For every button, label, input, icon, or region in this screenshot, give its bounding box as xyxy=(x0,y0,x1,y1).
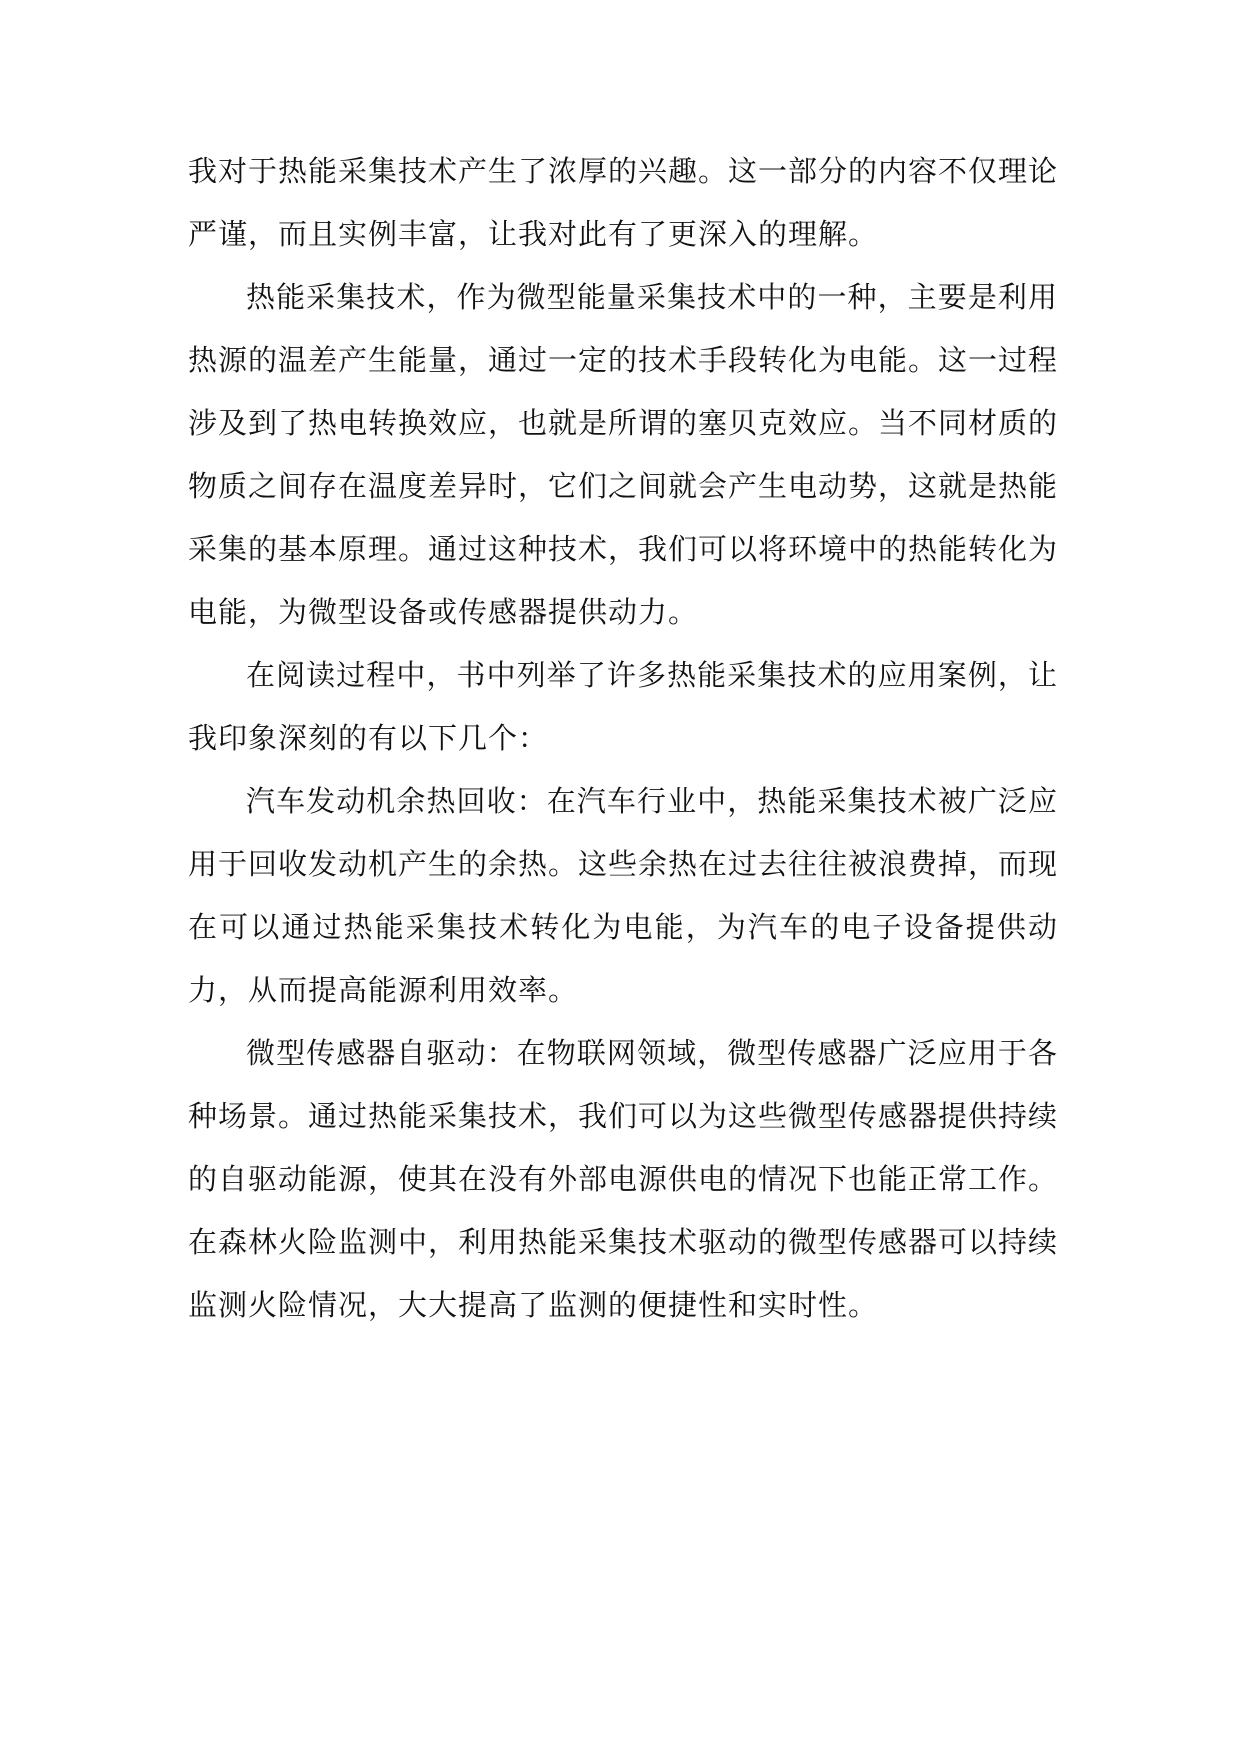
paragraph-sensor-self-powered: 微型传感器自驱动：在物联网领域，微型传感器广泛应用于各种场景。通过热能采集技术，我们可以为这些微型传感器提供持续的自驱动能源，使其在没有外部电源供电的情况下也能正常工作。在森林火险监测中，利用热能采集技术驱动的微型传感器可以持续监测火险情况，大大提高了监测的便捷性和实时性。 xyxy=(188,1036,1059,1322)
paragraph-thermal-harvesting-principle: 热能采集技术，作为微型能量采集技术中的一种，主要是利用热源的温差产生能量，通过一定的技术手段转化为电能。这一过程涉及到了热电转换效应，也就是所谓的塞贝克效应。当不同材质的物质之间存在温度差异时，它们之间就会产生电动势，这就是热能采集的基本原理。通过这种技术，我们可以将环境中的热能转化为电能，为微型设备或传感器提供动力。 xyxy=(188,280,1059,629)
paragraph-application-cases-intro: 在阅读过程中，书中列举了许多热能采集技术的应用案例，让我印象深刻的有以下几个： xyxy=(188,658,1058,755)
document-body xyxy=(188,140,1058,1337)
paragraph-intro: 我对于热能采集技术产生了浓厚的兴趣。这一部分的内容不仅理论严谨，而且实例丰富，让我对此有了更深入的理解。 xyxy=(188,154,1059,251)
paragraph-engine-waste-heat: 汽车发动机余热回收：在汽车行业中，热能采集技术被广泛应用于回收发动机产生的余热。这些余热在过去往往被浪费掉，而现在可以通过热能采集技术转化为电能，为汽车的电子设备提供动力，从而提高能源利用效率。 xyxy=(188,784,1059,1007)
